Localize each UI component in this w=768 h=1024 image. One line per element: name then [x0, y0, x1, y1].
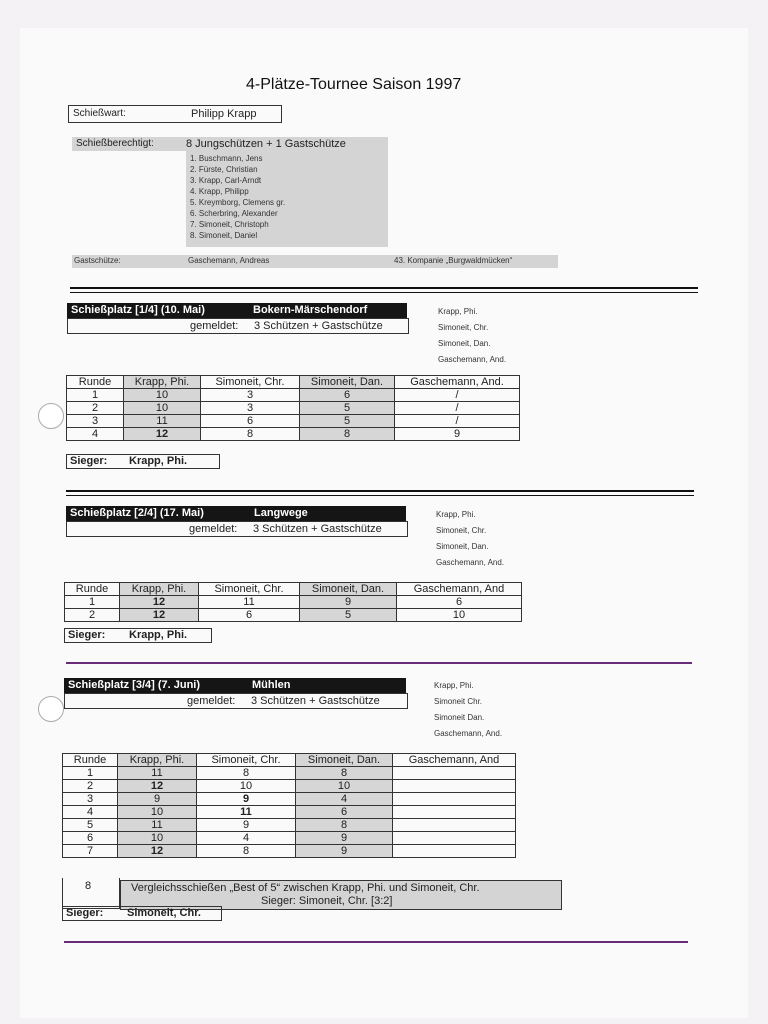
cell: 9: [118, 793, 197, 806]
cell: 8: [300, 428, 395, 441]
column-header: Simoneit, Dan.: [296, 754, 393, 767]
cell: 5: [300, 415, 395, 428]
cell: [393, 845, 516, 858]
schuetze-item: 4. Krapp, Philipp: [190, 187, 249, 196]
cell: [393, 819, 516, 832]
schuetzen-list: [186, 151, 388, 247]
table-row: [67, 402, 520, 415]
side-name: Simoneit, Dan.: [436, 542, 489, 551]
berechtigt-label: Schießberechtigt:: [76, 138, 154, 149]
side-name: Simoneit Chr.: [434, 697, 483, 706]
schiesswart-value: Philipp Krapp: [191, 108, 257, 120]
cell: 5: [300, 609, 397, 622]
table-row: [63, 819, 516, 832]
cell: 8: [197, 845, 296, 858]
cell: 6: [201, 415, 300, 428]
cell: 4: [63, 806, 118, 819]
page-title: 4-Plätze-Tournee Saison 1997: [246, 76, 462, 93]
sieger-box: [66, 454, 220, 469]
cell: [393, 793, 516, 806]
divider: [64, 941, 688, 943]
gemeldet-value: 3 Schützen + Gastschütze: [253, 523, 382, 535]
cell: 8: [296, 819, 393, 832]
section-ort: Langwege: [254, 507, 308, 519]
side-name: Krapp, Phi.: [436, 510, 476, 519]
column-header: Gaschemann, And: [397, 583, 522, 596]
cell: 8: [296, 767, 393, 780]
section-header: [66, 506, 406, 521]
table-row: [63, 845, 516, 858]
column-header: Simoneit, Chr.: [197, 754, 296, 767]
cell: 9: [300, 596, 397, 609]
table-header: [63, 754, 516, 767]
sieger-value: Krapp, Phi.: [129, 455, 188, 467]
side-name: Simoneit, Dan.: [438, 339, 491, 348]
vergleich-runde: [62, 878, 120, 909]
column-header: Simoneit, Dan.: [300, 583, 397, 596]
table-row: [67, 389, 520, 402]
cell: 3: [201, 389, 300, 402]
sieger-value: Simoneit, Chr.: [127, 907, 201, 919]
cell: 9: [197, 793, 296, 806]
table-header: [67, 376, 520, 389]
cell: 10: [124, 389, 201, 402]
cell: 6: [199, 609, 300, 622]
cell: 9: [197, 819, 296, 832]
cell: 12: [118, 780, 197, 793]
section-title: Schießplatz [2/4] (17. Mai): [70, 507, 204, 519]
column-header: Simoneit, Dan.: [300, 376, 395, 389]
divider: [70, 287, 698, 293]
sieger-label: Sieger:: [70, 455, 108, 467]
cell: 10: [397, 609, 522, 622]
sieger-value: Krapp, Phi.: [129, 629, 188, 641]
cell: /: [395, 402, 520, 415]
cell: 10: [296, 780, 393, 793]
cell: 6: [296, 806, 393, 819]
gemeldet-value: 3 Schützen + Gastschütze: [254, 320, 383, 332]
cell: 3: [63, 793, 118, 806]
side-name: Gaschemann, And.: [438, 355, 507, 364]
table-row: [63, 780, 516, 793]
cell: 7: [63, 845, 118, 858]
score-table: [64, 582, 522, 622]
gemeldet-box: [67, 318, 409, 334]
cell: 4: [67, 428, 124, 441]
cell: 11: [118, 767, 197, 780]
cell: 2: [65, 609, 120, 622]
column-header: Krapp, Phi.: [120, 583, 199, 596]
side-name: Gaschemann, And.: [434, 729, 503, 738]
cell: 9: [296, 845, 393, 858]
section-ort: Mühlen: [252, 679, 291, 691]
column-header: Simoneit, Chr.: [201, 376, 300, 389]
schiesswart-box: [68, 105, 282, 123]
score-table: [66, 375, 520, 441]
side-list: [438, 306, 506, 365]
cell: [393, 767, 516, 780]
side-name: Simoneit Dan.: [434, 713, 485, 722]
cell: [393, 780, 516, 793]
cell: 4: [296, 793, 393, 806]
cell: /: [395, 415, 520, 428]
column-header: Krapp, Phi.: [124, 376, 201, 389]
table-row: [67, 415, 520, 428]
cell: 10: [118, 832, 197, 845]
gemeldet-label: gemeldet:: [189, 523, 238, 535]
cell: 6: [300, 389, 395, 402]
sieger-label: Sieger:: [68, 629, 106, 641]
schuetze-item: 7. Simoneit, Christoph: [190, 220, 269, 229]
cell: [393, 832, 516, 845]
cell: 3: [67, 415, 124, 428]
schuetze-item: 8. Simoneit, Daniel: [190, 231, 258, 240]
cell: 8: [201, 428, 300, 441]
sieger-box: [62, 906, 222, 921]
cell: [393, 806, 516, 819]
column-header: Krapp, Phi.: [118, 754, 197, 767]
cell: 2: [63, 780, 118, 793]
side-list: [434, 680, 502, 739]
vergleich-sieger: Sieger: Simoneit, Chr. [3:2]: [261, 895, 393, 907]
side-name: Gaschemann, And.: [436, 558, 505, 567]
cell: 5: [63, 819, 118, 832]
cell: 10: [124, 402, 201, 415]
cell: 6: [63, 832, 118, 845]
table-row: [63, 767, 516, 780]
section-title: Schießplatz [3/4] (7. Juni): [68, 679, 201, 691]
table-row: [65, 609, 522, 622]
berechtigt-bar: [72, 137, 388, 151]
schuetze-item: 1. Buschmann, Jens: [190, 154, 263, 163]
side-name: Krapp, Phi.: [434, 681, 474, 690]
punch-hole: [38, 696, 64, 722]
side-name: Krapp, Phi.: [438, 307, 478, 316]
cell: 9: [296, 832, 393, 845]
column-header: Runde: [65, 583, 120, 596]
table-header: [65, 583, 522, 596]
punch-hole: [38, 403, 64, 429]
table-row: [67, 428, 520, 441]
vergleich-text: Vergleichsschießen „Best of 5“ zwischen Krapp, Phi. und Simoneit, Chr.: [131, 882, 480, 894]
section-header: [64, 678, 406, 693]
cell: 12: [118, 845, 197, 858]
cell: 11: [124, 415, 201, 428]
cell: 10: [197, 780, 296, 793]
column-header: Runde: [67, 376, 124, 389]
section-header: [67, 303, 407, 318]
gast-label: Gastschütze:: [74, 256, 121, 265]
cell: 11: [197, 806, 296, 819]
gemeldet-label: gemeldet:: [187, 695, 236, 707]
cell: 1: [63, 767, 118, 780]
column-header: Gaschemann, And: [393, 754, 516, 767]
cell: 6: [397, 596, 522, 609]
gast-kompanie: 43. Kompanie „Burgwaldmücken“: [394, 256, 513, 265]
table-row: [63, 832, 516, 845]
cell: 12: [120, 596, 199, 609]
score-table: [62, 753, 516, 858]
table-row: [65, 596, 522, 609]
side-name: Simoneit, Chr.: [438, 323, 489, 332]
section-title: Schießplatz [1/4] (10. Mai): [71, 304, 205, 316]
side-name: Simoneit, Chr.: [436, 526, 487, 535]
cell: 10: [118, 806, 197, 819]
cell: 11: [118, 819, 197, 832]
gemeldet-box: [64, 693, 408, 709]
cell: 12: [120, 609, 199, 622]
cell: 12: [124, 428, 201, 441]
column-header: Runde: [63, 754, 118, 767]
gemeldet-box: [66, 521, 408, 537]
cell: 3: [201, 402, 300, 415]
cell: 8: [197, 767, 296, 780]
cell: 2: [67, 402, 124, 415]
cell: 5: [300, 402, 395, 415]
cell: 11: [199, 596, 300, 609]
column-header: Simoneit, Chr.: [199, 583, 300, 596]
divider: [66, 662, 692, 664]
side-list: [436, 509, 504, 568]
gast-name: Gaschemann, Andreas: [188, 256, 270, 265]
cell: /: [395, 389, 520, 402]
cell: 1: [65, 596, 120, 609]
divider: [66, 490, 694, 496]
schuetze-item: 3. Krapp, Carl-Arndt: [190, 176, 262, 185]
berechtigt-value: 8 Jungschützen + 1 Gastschütze: [186, 138, 346, 150]
cell: 8: [85, 880, 92, 892]
cell: 4: [197, 832, 296, 845]
sieger-box: [64, 628, 212, 643]
gemeldet-value: 3 Schützen + Gastschütze: [251, 695, 380, 707]
cell: 1: [67, 389, 124, 402]
cell: 9: [395, 428, 520, 441]
schuetze-item: 5. Kreymborg, Clemens gr.: [190, 198, 286, 207]
gemeldet-label: gemeldet:: [190, 320, 239, 332]
schuetze-item: 6. Scherbring, Alexander: [190, 209, 278, 218]
column-header: Gaschemann, And.: [395, 376, 520, 389]
schuetze-item: 2. Fürste, Christian: [190, 165, 258, 174]
sieger-label: Sieger:: [66, 907, 104, 919]
schiesswart-label: Schießwart:: [73, 108, 126, 119]
table-row: [63, 793, 516, 806]
table-row: [63, 806, 516, 819]
section-ort: Bokern-Märschendorf: [253, 304, 368, 316]
gast-bar: [72, 255, 558, 268]
